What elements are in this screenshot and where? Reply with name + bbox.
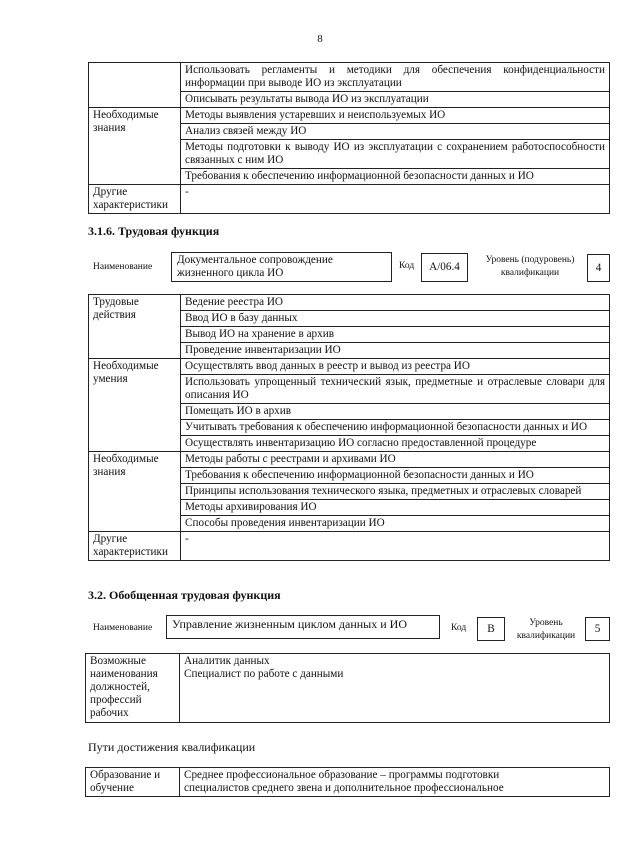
name-label: Наименование xyxy=(93,623,153,633)
name-value-box: Документальное сопровождение жизненного цикла ИО xyxy=(171,252,392,282)
table-cell: - xyxy=(181,532,610,561)
text-line: специалистов среднего звена и дополнительное профессиональное xyxy=(184,782,504,794)
position-item: Аналитик данных xyxy=(184,655,270,667)
table-cell: Методы подготовки к выводу ИО из эксплуатации с сохранением работоспособности связанных с ним ИО xyxy=(181,140,610,169)
level-value-box: 5 xyxy=(585,617,610,641)
paths-title: Пути достижения квалификации xyxy=(88,740,256,754)
table-cell: Принципы использования технического языка, предметных и отраслевых словарей xyxy=(181,484,610,500)
row-label: Необходимые знания xyxy=(89,108,181,185)
row-label: Другие характеристики xyxy=(89,185,181,214)
table-cell: - xyxy=(181,185,610,214)
level-value-box: 4 xyxy=(587,254,610,282)
table-cell: Требования к обеспечению информационной безопасности данных и ИО xyxy=(181,468,610,484)
row-label: Возможные наименования должностей, профессий рабочих xyxy=(86,654,180,723)
table-cell: Способы проведения инвентаризации ИО xyxy=(181,516,610,532)
code-label: Код xyxy=(399,261,415,271)
table-skills-continued xyxy=(88,62,610,214)
name-label: Наименование xyxy=(93,262,153,272)
row-label: Образование и обучение xyxy=(86,768,180,797)
position-item: Специалист по работе с данными xyxy=(184,668,344,680)
table-cell: Проведение инвентаризации ИО xyxy=(181,343,610,359)
table-cell: Ведение реестра ИО xyxy=(181,295,610,311)
table-cell: Использовать упрощенный технический язык, предметные и отраслевые словари для описания ИО xyxy=(181,375,610,404)
table-cell: Использовать регламенты и методики для обеспечения конфиденциальности информации при выводе ИО из эксплуатации xyxy=(181,63,610,92)
table-education xyxy=(85,767,610,797)
table-cell: Учитывать требования к обеспечению информационной безопасности данных и ИО xyxy=(181,420,610,436)
table-cell: Помещать ИО в архив xyxy=(181,404,610,420)
code-label: Код xyxy=(451,623,467,633)
level-label: Уровень (подуровень) квалификации xyxy=(485,255,575,278)
row-label: Трудовые действия xyxy=(89,295,181,359)
table-cell: Методы архивирования ИО xyxy=(181,500,610,516)
table-cell: Осуществлять инвентаризацию ИО согласно предоставленной процедуре xyxy=(181,436,610,452)
page-number: 8 xyxy=(317,33,323,45)
table-cell: Требования к обеспечению информационной безопасности данных и ИО xyxy=(181,169,610,185)
text-line: Среднее профессиональное образование – программы подготовки xyxy=(184,769,500,781)
level-label: Уровень квалификации xyxy=(516,618,576,641)
code-value-box: В xyxy=(477,617,505,641)
name-value-box: Управление жизненным циклом данных и ИО xyxy=(166,615,440,639)
row-label: Необходимые умения xyxy=(89,359,181,452)
table-cell: Анализ связей между ИО xyxy=(181,124,610,140)
section-title: 3.1.6. Трудовая функция xyxy=(88,224,220,238)
row-label xyxy=(89,63,181,108)
table-cell: Вывод ИО на хранение в архив xyxy=(181,327,610,343)
table-cell: Методы выявления устаревших и неиспользуемых ИО xyxy=(181,108,610,124)
code-value-box: А/06.4 xyxy=(421,253,468,282)
section-title: 3.2. Обобщенная трудовая функция xyxy=(88,588,281,602)
table-cell: Методы работы с реестрами и архивами ИО xyxy=(181,452,610,468)
table-function-316 xyxy=(88,294,610,561)
table-cell: Ввод ИО в базу данных xyxy=(181,311,610,327)
row-label: Необходимые знания xyxy=(89,452,181,532)
table-cell: Описывать результаты вывода ИО из эксплуатации xyxy=(181,92,610,108)
table-cell: Осуществлять ввод данных в реестр и вывод из реестра ИО xyxy=(181,359,610,375)
table-positions xyxy=(85,653,610,723)
table-cell xyxy=(180,768,610,797)
table-cell xyxy=(180,654,610,723)
row-label: Другие характеристики xyxy=(89,532,181,561)
